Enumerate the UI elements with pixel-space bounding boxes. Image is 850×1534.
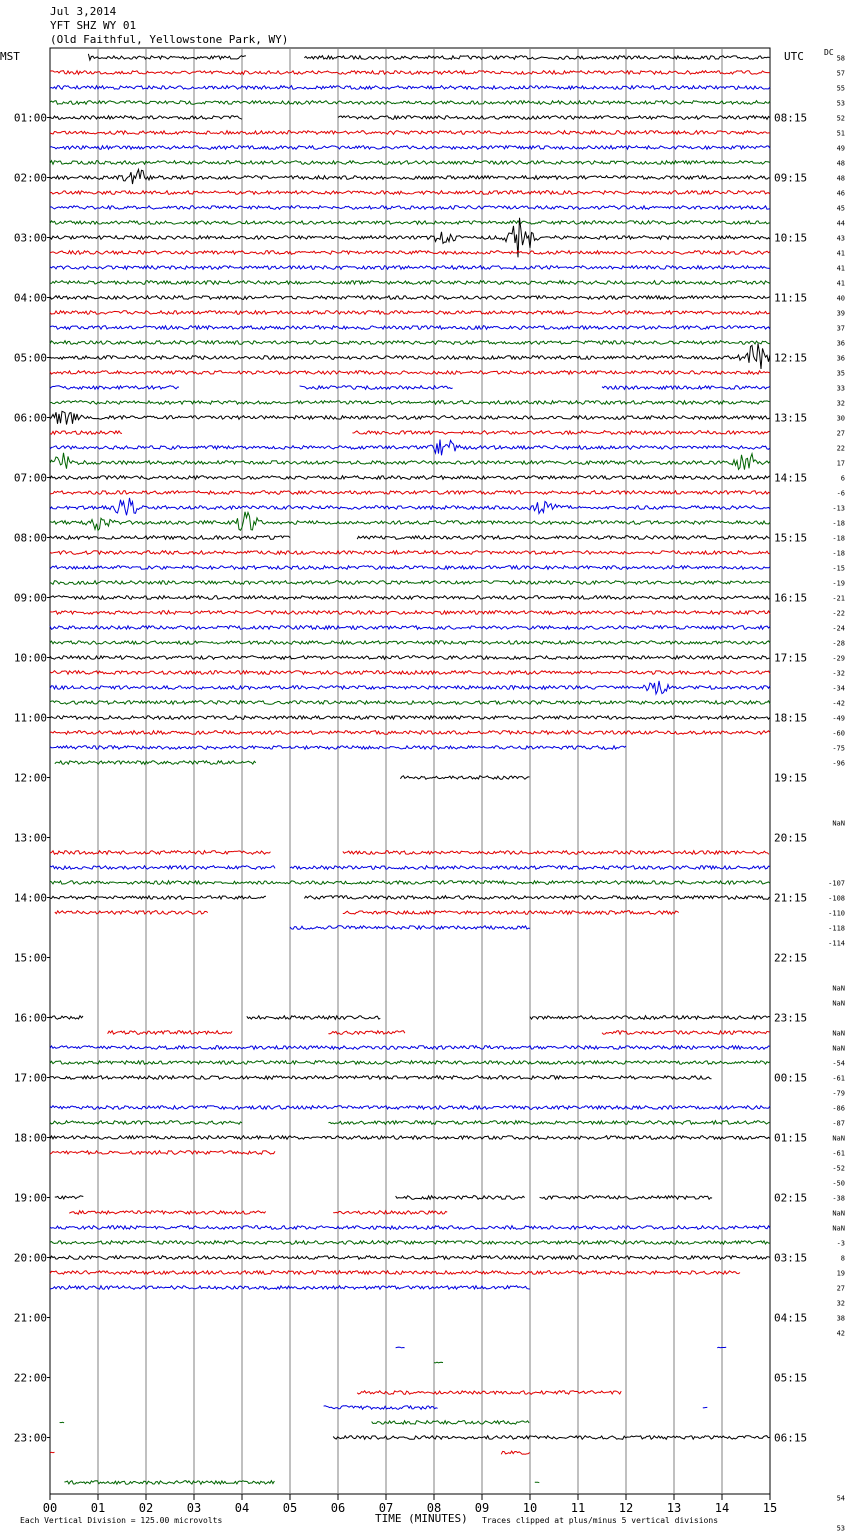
trace-row-33-seg-0 <box>50 551 770 555</box>
trace-row-14-seg-0 <box>50 266 770 270</box>
trace-row-32-seg-1 <box>357 536 770 540</box>
trace-row-65-seg-0 <box>108 1031 233 1035</box>
header-location: (Old Faithful, Yellowstone Park, WY) <box>50 33 289 46</box>
dc-offset-0: 58 <box>836 54 845 63</box>
dc-label: DC <box>824 48 834 57</box>
dc-offset-44: -49 <box>832 714 845 723</box>
trace-row-91-seg-1 <box>372 1421 529 1425</box>
trace-row-56-seg-1 <box>304 896 769 900</box>
trace-row-13-seg-0 <box>50 251 770 255</box>
utc-label-05:15: 05:15 <box>774 1371 808 1385</box>
trace-row-22-seg-2 <box>602 386 770 390</box>
dc-offset-7: 48 <box>836 159 845 168</box>
dc-offset-32: -18 <box>832 534 845 543</box>
header-station: YFT SHZ WY 01 <box>50 19 137 32</box>
dc-offset-96: 54 <box>836 1494 845 1503</box>
dc-offset-19: 36 <box>836 339 845 348</box>
trace-row-47-seg-0 <box>55 761 256 765</box>
dc-offset-26: 22 <box>836 444 845 453</box>
trace-row-1-seg-0 <box>50 71 770 75</box>
dc-offset-14: 41 <box>836 264 845 273</box>
trace-row-54-seg-0 <box>50 866 275 870</box>
mst-label-19:00: 19:00 <box>13 1191 47 1205</box>
x-tick-label-07: 07 <box>378 1501 394 1515</box>
dc-offset-78: NaN <box>832 1224 845 1233</box>
trace-row-18-seg-0 <box>50 326 770 330</box>
trace-row-40-seg-0 <box>50 656 770 660</box>
dc-offset-9: 46 <box>836 189 845 198</box>
trace-row-42-seg-0 <box>50 681 770 694</box>
dc-offset-3: 53 <box>836 99 845 108</box>
dc-offset-40: -29 <box>832 654 845 663</box>
trace-row-32-seg-0 <box>50 536 290 540</box>
right-axis-title: UTC <box>784 50 804 63</box>
dc-offset-23: 32 <box>836 399 845 408</box>
utc-label-22:15: 22:15 <box>774 951 808 965</box>
dc-offset-12: 43 <box>836 234 845 243</box>
trace-row-79-seg-0 <box>50 1241 770 1245</box>
mst-label-21:00: 21:00 <box>13 1311 47 1325</box>
mst-label-23:00: 23:00 <box>13 1431 47 1445</box>
trace-row-28-seg-0 <box>50 476 770 480</box>
dc-offset-37: -22 <box>832 609 845 618</box>
trace-row-93-seg-1 <box>501 1451 530 1454</box>
trace-row-0-seg-1 <box>304 56 769 60</box>
x-tick-label-03: 03 <box>186 1501 202 1515</box>
trace-row-65-seg-2 <box>602 1031 770 1035</box>
trace-row-77-seg-1 <box>333 1211 447 1215</box>
dc-offset-71: -87 <box>832 1119 845 1128</box>
dc-offset-76: -38 <box>832 1194 845 1203</box>
trace-row-71-seg-1 <box>328 1121 769 1125</box>
trace-row-80-seg-0 <box>50 1256 770 1260</box>
dc-offset-41: -32 <box>832 669 845 678</box>
mst-label-02:00: 02:00 <box>13 171 47 185</box>
dc-offset-58: -118 <box>828 924 845 933</box>
trace-row-57-seg-0 <box>55 911 208 915</box>
trace-row-65-seg-1 <box>328 1031 405 1035</box>
dc-offset-85: 42 <box>836 1329 845 1338</box>
trace-row-27-seg-0 <box>50 453 770 470</box>
mst-label-07:00: 07:00 <box>13 471 47 485</box>
trace-row-15-seg-0 <box>50 281 770 285</box>
trace-row-8-seg-0 <box>50 169 770 184</box>
dc-offset-63: NaN <box>832 999 845 1008</box>
trace-row-22-seg-0 <box>50 386 179 390</box>
dc-offset-27: 17 <box>836 459 845 468</box>
trace-row-10-seg-0 <box>50 206 770 210</box>
utc-label-14:15: 14:15 <box>774 471 808 485</box>
trace-row-53-seg-0 <box>50 851 271 855</box>
x-tick-label-09: 09 <box>474 1501 490 1515</box>
trace-row-55-seg-0 <box>50 881 770 885</box>
trace-row-11-seg-0 <box>50 221 770 225</box>
dc-offset-59: -114 <box>828 939 845 948</box>
utc-label-02:15: 02:15 <box>774 1191 808 1205</box>
trace-row-78-seg-0 <box>50 1226 770 1230</box>
dc-offset-84: 38 <box>836 1314 845 1323</box>
trace-row-26-seg-0 <box>50 440 770 456</box>
dc-offset-1: 57 <box>836 69 845 78</box>
x-tick-label-14: 14 <box>714 1501 730 1515</box>
trace-row-92-seg-0 <box>333 1436 770 1440</box>
dc-offset-83: 32 <box>836 1299 845 1308</box>
dc-offset-30: -13 <box>832 504 845 513</box>
dc-offset-11: 44 <box>836 219 845 228</box>
trace-row-25-seg-0 <box>50 431 122 434</box>
dc-offset-34: -15 <box>832 564 845 573</box>
dc-offset-5: 51 <box>836 129 845 138</box>
x-tick-label-00: 00 <box>42 1501 58 1515</box>
trace-row-77-seg-0 <box>69 1211 266 1215</box>
trace-row-29-seg-0 <box>50 491 770 495</box>
utc-label-01:15: 01:15 <box>774 1131 808 1145</box>
mst-label-14:00: 14:00 <box>13 891 47 905</box>
dc-offset-45: -60 <box>832 729 845 738</box>
dc-offset-47: -96 <box>832 759 845 768</box>
utc-label-00:15: 00:15 <box>774 1071 808 1085</box>
dc-offset-25: 27 <box>836 429 845 438</box>
utc-label-19:15: 19:15 <box>774 771 808 785</box>
utc-label-03:15: 03:15 <box>774 1251 808 1265</box>
trace-row-76-seg-0 <box>55 1196 84 1199</box>
dc-offset-6: 49 <box>836 144 845 153</box>
dc-offset-72: NaN <box>832 1134 845 1143</box>
trace-row-30-seg-0 <box>50 498 770 515</box>
dc-offset-98: 53 <box>836 1524 845 1533</box>
trace-row-21-seg-0 <box>50 371 770 375</box>
utc-label-10:15: 10:15 <box>774 231 808 245</box>
trace-row-41-seg-0 <box>50 671 770 675</box>
dc-offset-81: 19 <box>836 1269 845 1278</box>
footer-clip-note: Traces clipped at plus/minus 5 vertical divisions <box>482 1516 719 1525</box>
utc-label-23:15: 23:15 <box>774 1011 808 1025</box>
mst-label-06:00: 06:00 <box>13 411 47 425</box>
trace-row-95-seg-1 <box>535 1482 540 1483</box>
trace-row-22-seg-1 <box>300 386 453 390</box>
mst-label-11:00: 11:00 <box>13 711 47 725</box>
utc-label-15:15: 15:15 <box>774 531 808 545</box>
utc-label-06:15: 06:15 <box>774 1431 808 1445</box>
x-tick-label-01: 01 <box>90 1501 106 1515</box>
trace-row-23-seg-0 <box>50 401 770 405</box>
utc-label-08:15: 08:15 <box>774 111 808 125</box>
trace-row-66-seg-0 <box>50 1046 770 1050</box>
utc-label-21:15: 21:15 <box>774 891 808 905</box>
dc-offset-15: 41 <box>836 279 845 288</box>
utc-label-18:15: 18:15 <box>774 711 808 725</box>
dc-offset-31: -18 <box>832 519 845 528</box>
dc-offset-69: -79 <box>832 1089 845 1098</box>
dc-offset-55: -107 <box>828 879 845 888</box>
dc-offset-79: -3 <box>836 1239 845 1248</box>
trace-row-3-seg-0 <box>50 101 770 105</box>
dc-offset-62: NaN <box>832 984 845 993</box>
trace-row-87-seg-0 <box>434 1362 443 1363</box>
trace-row-64-seg-0 <box>50 1016 83 1020</box>
x-tick-label-08: 08 <box>426 1501 442 1515</box>
utc-label-04:15: 04:15 <box>774 1311 808 1325</box>
trace-row-70-seg-0 <box>50 1106 770 1110</box>
trace-row-56-seg-0 <box>50 896 266 900</box>
mst-label-20:00: 20:00 <box>13 1251 47 1265</box>
dc-offset-4: 52 <box>836 114 845 123</box>
trace-row-93-seg-0 <box>50 1452 55 1453</box>
x-tick-label-12: 12 <box>618 1501 634 1515</box>
trace-row-86-seg-1 <box>717 1347 726 1348</box>
dc-offset-46: -75 <box>832 744 845 753</box>
dc-offset-70: -86 <box>832 1104 845 1113</box>
left-axis-title: MST <box>0 50 20 63</box>
mst-label-04:00: 04:00 <box>13 291 47 305</box>
dc-offset-2: 55 <box>836 84 845 93</box>
x-tick-label-13: 13 <box>666 1501 682 1515</box>
dc-offset-17: 39 <box>836 309 845 318</box>
dc-offset-28: 6 <box>840 474 845 483</box>
dc-offset-21: 35 <box>836 369 845 378</box>
dc-offset-20: 36 <box>836 354 845 363</box>
trace-row-68-seg-0 <box>50 1076 712 1080</box>
utc-label-20:15: 20:15 <box>774 831 808 845</box>
trace-row-43-seg-0 <box>50 701 770 705</box>
x-tick-label-05: 05 <box>282 1501 298 1515</box>
mst-label-16:00: 16:00 <box>13 1011 47 1025</box>
trace-row-0-seg-0 <box>88 54 246 60</box>
trace-row-31-seg-0 <box>50 512 770 531</box>
dc-offset-51: NaN <box>832 819 845 828</box>
dc-offset-68: -61 <box>832 1074 845 1083</box>
trace-row-48-seg-0 <box>400 776 529 780</box>
dc-offset-39: -28 <box>832 639 845 648</box>
dc-offset-57: -110 <box>828 909 845 918</box>
trace-row-4-seg-1 <box>338 116 770 120</box>
dc-offset-82: 27 <box>836 1284 845 1293</box>
trace-row-58-seg-0 <box>290 926 530 930</box>
dc-offset-16: 40 <box>836 294 845 303</box>
footer-division-note: Each Vertical Division = 125.00 microvolts <box>20 1516 223 1525</box>
trace-row-72-seg-0 <box>50 1136 770 1140</box>
dc-offset-35: -19 <box>832 579 845 588</box>
trace-row-5-seg-0 <box>50 131 770 135</box>
mst-label-10:00: 10:00 <box>13 651 47 665</box>
trace-row-57-seg-1 <box>343 911 679 915</box>
trace-row-37-seg-0 <box>50 611 770 615</box>
trace-row-35-seg-0 <box>50 581 770 585</box>
trace-row-2-seg-0 <box>50 86 770 90</box>
mst-label-15:00: 15:00 <box>13 951 47 965</box>
dc-offset-80: 8 <box>840 1254 845 1263</box>
trace-row-76-seg-1 <box>396 1196 525 1200</box>
dc-offset-13: 41 <box>836 249 845 258</box>
trace-row-45-seg-0 <box>50 731 770 735</box>
dc-offset-42: -34 <box>832 684 845 693</box>
mst-label-09:00: 09:00 <box>13 591 47 605</box>
dc-offset-10: 45 <box>836 204 845 213</box>
x-tick-label-06: 06 <box>330 1501 346 1515</box>
dc-offset-18: 37 <box>836 324 845 333</box>
dc-offset-24: 30 <box>836 414 845 423</box>
trace-row-39-seg-0 <box>50 641 770 645</box>
plot-frame <box>50 48 770 1494</box>
dc-offset-65: NaN <box>832 1029 845 1038</box>
mst-label-01:00: 01:00 <box>13 111 47 125</box>
x-axis-label: TIME (MINUTES) <box>375 1512 468 1525</box>
trace-row-91-seg-0 <box>60 1422 65 1423</box>
trace-row-90-seg-0 <box>324 1406 438 1410</box>
header-date: Jul 3,2014 <box>50 5 117 18</box>
utc-label-09:15: 09:15 <box>774 171 808 185</box>
trace-row-20-seg-0 <box>50 344 770 369</box>
trace-row-64-seg-1 <box>247 1016 380 1020</box>
trace-row-67-seg-0 <box>50 1061 770 1065</box>
mst-label-03:00: 03:00 <box>13 231 47 245</box>
trace-row-38-seg-0 <box>50 626 770 630</box>
trace-row-81-seg-0 <box>50 1271 740 1275</box>
trace-row-16-seg-0 <box>50 296 770 300</box>
mst-label-18:00: 18:00 <box>13 1131 47 1145</box>
trace-row-25-seg-1 <box>352 431 769 435</box>
trace-row-53-seg-1 <box>343 851 769 855</box>
dc-offset-8: 48 <box>836 174 845 183</box>
utc-label-12:15: 12:15 <box>774 351 808 365</box>
dc-offset-56: -108 <box>828 894 845 903</box>
trace-row-24-seg-0 <box>50 411 770 424</box>
dc-offset-43: -42 <box>832 699 845 708</box>
mst-label-08:00: 08:00 <box>13 531 47 545</box>
dc-offset-74: -52 <box>832 1164 845 1173</box>
x-tick-label-15: 15 <box>762 1501 778 1515</box>
trace-row-9-seg-0 <box>50 191 770 195</box>
utc-label-17:15: 17:15 <box>774 651 808 665</box>
dc-offset-77: NaN <box>832 1209 845 1218</box>
dc-offset-75: -50 <box>832 1179 845 1188</box>
mst-label-17:00: 17:00 <box>13 1071 47 1085</box>
trace-row-64-seg-2 <box>530 1016 770 1020</box>
trace-row-95-seg-0 <box>64 1481 274 1485</box>
utc-label-13:15: 13:15 <box>774 411 808 425</box>
x-tick-label-04: 04 <box>234 1501 250 1515</box>
trace-row-6-seg-0 <box>50 146 770 150</box>
x-tick-label-11: 11 <box>570 1501 586 1515</box>
dc-offset-22: 33 <box>836 384 845 393</box>
dc-offset-38: -24 <box>832 624 845 633</box>
trace-row-89-seg-0 <box>357 1391 621 1395</box>
trace-row-86-seg-0 <box>396 1347 405 1348</box>
trace-row-36-seg-0 <box>50 596 770 600</box>
utc-label-11:15: 11:15 <box>774 291 808 305</box>
utc-label-16:15: 16:15 <box>774 591 808 605</box>
trace-row-17-seg-0 <box>50 311 770 315</box>
x-tick-label-02: 02 <box>138 1501 154 1515</box>
dc-offset-66: NaN <box>832 1044 845 1053</box>
trace-row-34-seg-0 <box>50 566 770 570</box>
dc-offset-33: -18 <box>832 549 845 558</box>
trace-row-44-seg-0 <box>50 716 770 720</box>
mst-label-13:00: 13:00 <box>13 831 47 845</box>
trace-row-7-seg-0 <box>50 161 770 165</box>
dc-offset-67: -54 <box>832 1059 845 1068</box>
dc-offset-73: -61 <box>832 1149 845 1158</box>
trace-row-73-seg-0 <box>50 1151 275 1155</box>
trace-row-90-seg-1 <box>703 1407 708 1408</box>
dc-offset-29: -6 <box>836 489 845 498</box>
mst-label-12:00: 12:00 <box>13 771 47 785</box>
x-tick-label-10: 10 <box>522 1501 538 1515</box>
trace-row-19-seg-0 <box>50 341 770 345</box>
dc-offset-36: -21 <box>832 594 845 603</box>
mst-label-22:00: 22:00 <box>13 1371 47 1385</box>
mst-label-05:00: 05:00 <box>13 351 47 365</box>
